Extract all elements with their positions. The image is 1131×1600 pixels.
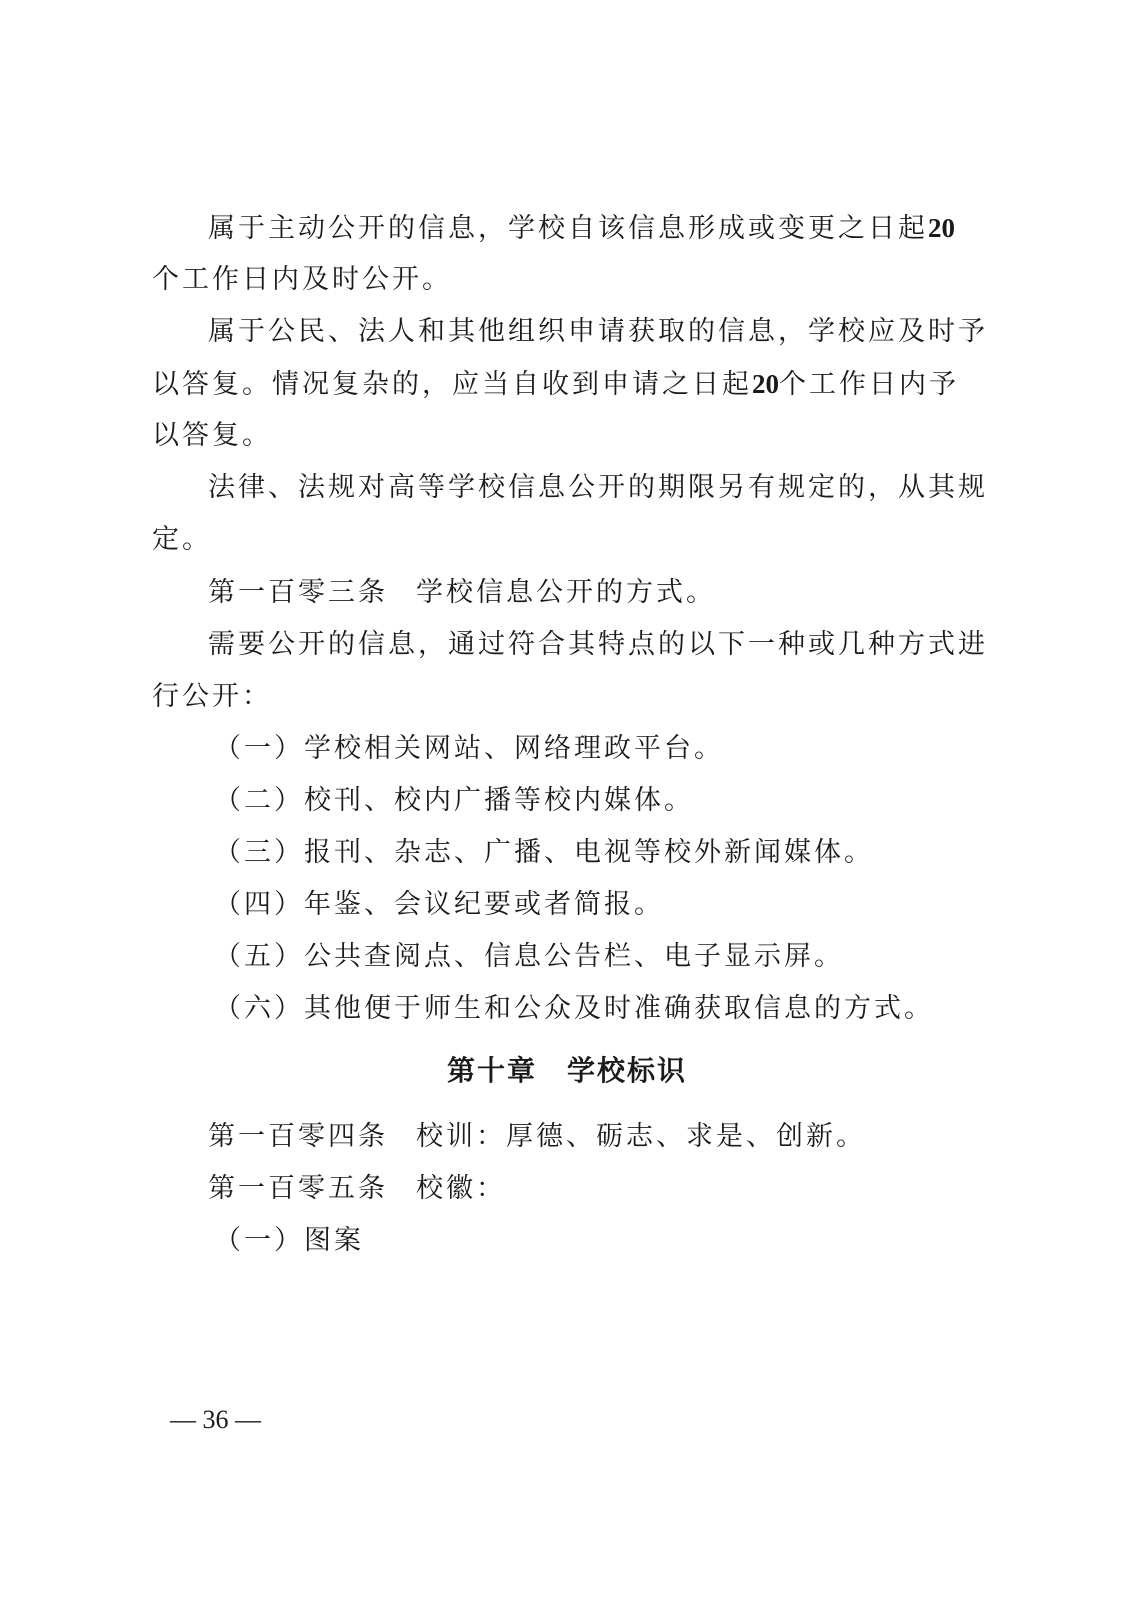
article-text: 校训：厚德、砺志、求是、创新。 (416, 1121, 866, 1152)
paragraph-line: 定。 (152, 524, 212, 555)
paragraph-line (208, 211, 982, 246)
article-105 (208, 1172, 982, 1206)
list-item: （六）其他便于师生和公众及时准确获取信息的方式。 (214, 993, 934, 1024)
paragraph-line: 属于公民、法人和其他组织申请获取的信息，学校应及时予 (208, 316, 988, 347)
list-item: （四）年鉴、会议纪要或者简报。 (214, 889, 664, 920)
list-item: （三）报刊、杂志、广播、电视等校外新闻媒体。 (214, 837, 874, 868)
article-103-heading (208, 576, 982, 610)
list-item: （一）学校相关网站、网络理政平台。 (214, 733, 724, 764)
paragraph-line: 行公开： (152, 681, 272, 712)
article-104 (208, 1120, 982, 1154)
list-item: （五）公共查阅点、信息公告栏、电子显示屏。 (214, 941, 844, 972)
article-text: 校徽： (416, 1173, 506, 1204)
number-text: 20 (752, 369, 779, 399)
page-number: — 36 — (170, 1405, 261, 1434)
list-item: （二）校刊、校内广播等校内媒体。 (214, 785, 694, 816)
chapter-heading: 第十章 学校标识 (446, 1054, 687, 1087)
paragraph-line: 以答复。 (152, 420, 272, 451)
paragraph-line: 法律、法规对高等学校信息公开的期限另有规定的，从其规 (208, 472, 988, 503)
text-run: 属于主动公开的信息，学校自该信息形成或变更之日起 (208, 213, 928, 244)
number-text: 20 (928, 213, 955, 243)
paragraph-line (152, 367, 982, 402)
list-item: （一）图案 (214, 1225, 364, 1256)
text-run: 个工作日内予 (779, 369, 959, 400)
paragraph-line: 需要公开的信息，通过符合其特点的以下一种或几种方式进 (208, 629, 988, 660)
article-number: 第一百零四条 (208, 1121, 388, 1152)
article-number: 第一百零三条 (208, 577, 388, 608)
paragraph-line: 个工作日内及时公开。 (152, 264, 452, 295)
article-text: 学校信息公开的方式。 (416, 577, 716, 608)
article-number: 第一百零五条 (208, 1173, 388, 1204)
text-run: 以答复。情况复杂的，应当自收到申请之日起 (152, 369, 752, 400)
